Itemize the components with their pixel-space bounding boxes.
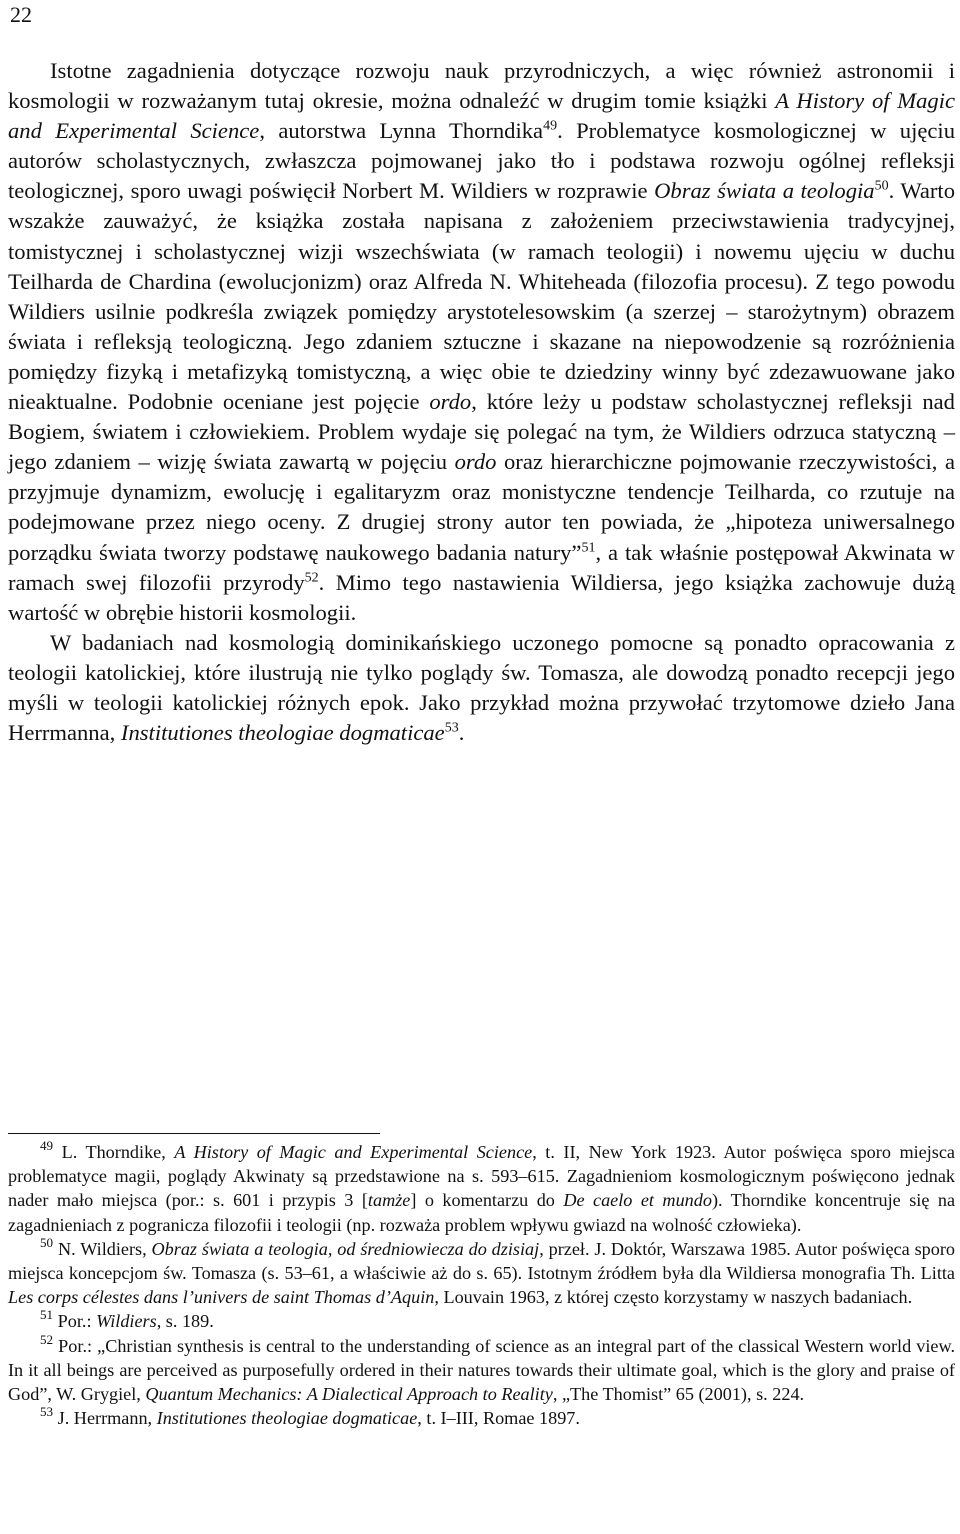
text-run: , przeł. J. Doktór, Warszawa 1985. Autor poświęca sporo miejsca koncepcjom św. Tomasza (s. 53–61, a właściwie aż do s. 65). Istotnym źródłem była dla Wildiersa monografia Th. Litta <box>8 1238 955 1284</box>
paragraph <box>8 628 955 748</box>
footnote-51 <box>8 1309 955 1333</box>
footnote-52 <box>8 1331 955 1407</box>
italic-text: Wildiers <box>96 1311 157 1332</box>
text-run: Por.: <box>53 1311 97 1332</box>
paragraph <box>8 56 955 628</box>
text-run: , „The Thomist” 65 (2001), s. 224. <box>552 1384 805 1405</box>
text-run: L. Thorndike, <box>53 1142 175 1162</box>
footnote-ref: 52 <box>40 1331 54 1347</box>
text-run: . Mimo tego nastawienia Wildiersa, jego książka zachowuje dużą wartość w obrębie historii kosmologii. <box>8 569 955 625</box>
footnote-ref: 50 <box>874 178 889 194</box>
footnote-ref: 51 <box>40 1307 54 1323</box>
text-run: . Warto wszakże zauważyć, że książka została napisana z założeniem przeciwstawienia tradycyjnej, tomistycznej i scholastycznej wizji wszechświata (w ramach teologii) i nowemu ujęciu w duchu Teilharda de Chardina (ewolucjonizm) oraz Alfreda N. Whiteheada (filozofia procesu). Z tego powodu Wildiers usilnie podkreśla związek pomiędzy arystotelesowskim (a szerzej – starożytnym) obrazem świata i refleksją teologiczną. Jego zdaniem sztuczne i skazane na niepowodzenie są rozróżnienia pomiędzy fizyką i metafizyką tomistyczną, a więc obie te dziedziny winny być zdezawuowane jako nieaktualne. Podobnie oceniane jest pojęcie <box>8 178 956 415</box>
footnote-ref: 53 <box>40 1404 54 1420</box>
footnote-ref: 53 <box>444 720 459 736</box>
footnote-ref: 50 <box>40 1234 54 1250</box>
footnote-ref: 52 <box>304 570 319 586</box>
text-run: ] o komentarzu do <box>410 1190 564 1211</box>
footnote-ref: 51 <box>581 540 596 556</box>
footnote-50 <box>8 1234 955 1310</box>
text-run: N. Wildiers, <box>53 1238 152 1259</box>
text-run: . <box>458 720 465 746</box>
italic-text: Quantum Mechanics: A Dialectical Approach to Reality <box>145 1384 553 1405</box>
text-run: . Problematyce kosmologicznej w ujęciu autorów scholastycznych, zwłaszcza pojmowanej jako tło i podstawa rozwoju ogólnej refleksji teologicznej, sporo uwagi poświęcił Norbert M. Wildiers w rozprawie <box>8 118 955 204</box>
italic-text: ordo <box>429 389 472 415</box>
italic-text: Institutiones theologiae dogmaticae <box>120 720 445 746</box>
footnote-49 <box>8 1140 955 1237</box>
italic-text: ordo <box>454 449 497 475</box>
main-text <box>8 56 955 748</box>
text-run: W badaniach nad kosmologią dominikańskiego uczonego pomocne są ponadto opracowania z teologii katolickiej, które ilustrują nie tylko poglądy św. Tomasza, ale dowodzą ponadto recepcji jego myśli w teologii katolickiej różnych epok. Jako przykład można przywołać trzytomowe dzieło Jana Herrmanna, <box>8 629 955 746</box>
text-run: , autorstwa Lynna Thorndika <box>259 118 544 144</box>
italic-text: Les corps célestes dans l’univers de saint Thomas d’Aquin <box>8 1287 435 1308</box>
italic-text: De caelo et mundo <box>563 1190 712 1211</box>
text-run: , s. 189. <box>156 1311 214 1332</box>
footnote-ref: 49 <box>543 118 558 134</box>
footnotes <box>8 1140 955 1430</box>
footnote-separator <box>8 1133 380 1134</box>
text-run: ). Thorndike koncentruje się na zagadnieniach z pogranicza filozofii i teologii (np. rozważa problem wpływu gwiazd na wolność człowieka). <box>8 1190 956 1235</box>
text-run: , a tak właśnie postępował Akwinata w ramach swej filozofii przyrody <box>8 539 955 595</box>
italic-text: tamże <box>367 1190 411 1211</box>
italic-text: Obraz świata a teologia, od średniowiecza do dzisiaj <box>151 1238 540 1259</box>
italic-text: Institutiones theologiae dogmaticae <box>156 1408 418 1429</box>
page-number: 22 <box>10 2 32 27</box>
italic-text: A History of Magic and Experimental Science <box>174 1142 533 1162</box>
text-run: , t. II, New York 1923. Autor poświęca sporo miejsca problematyce magii, poglądy Akwinaty są przedstawione na s. 593–615. Zagadnieniom kosmologicznym poświęcono jednak nader mało miejsca (por.: s. 601 i przypis 3 [ <box>8 1142 955 1211</box>
italic-text: Obraz świata a teologia <box>654 178 875 204</box>
text-run: , t. I–III, Romae 1897. <box>417 1408 580 1429</box>
text-run: Istotne zagadnienia dotyczące rozwoju nauk przyrodniczych, a więc również astronomii i kosmologii w rozważanym tutaj okresie, można odnaleźć w drugim tomie książki <box>8 58 955 114</box>
text-run: oraz hierarchiczne pojmowanie rzeczywistości, a przyjmuje dynamizm, ewolucję i egalitaryzm oraz monistyczne tendencje Teilharda, co rzutuje na podejmowane przez niego oceny. Z drugiej strony autor ten powiada, że „hipoteza uniwersalnego porządku świata tworzy podstawę naukowego badania natury” <box>8 449 956 565</box>
footnote-53 <box>8 1406 955 1430</box>
text-run: Por.: „Christian synthesis is central to the understanding of science as an integral part of the classical Western world view. In it all beings are perceived as purposefully ordered in their natures towards their ultimate goal, which is the glory and praise of God”, W. Grygiel, <box>8 1335 955 1405</box>
footnote-ref: 49 <box>40 1138 54 1154</box>
text-run: , które leży u podstaw scholastycznej refleksji nad Bogiem, światem i człowiekiem. Problem wydaje się polegać na tym, że Wildiers odrzuca statyczną – jego zdaniem – wizję świata zawartą w pojęciu <box>8 389 955 475</box>
italic-text: A History of Magic and Experimental Science <box>8 88 956 144</box>
text-run: J. Herrmann, <box>53 1408 157 1429</box>
text-run: , Louvain 1963, z której często korzystamy w naszych badaniach. <box>434 1287 913 1308</box>
